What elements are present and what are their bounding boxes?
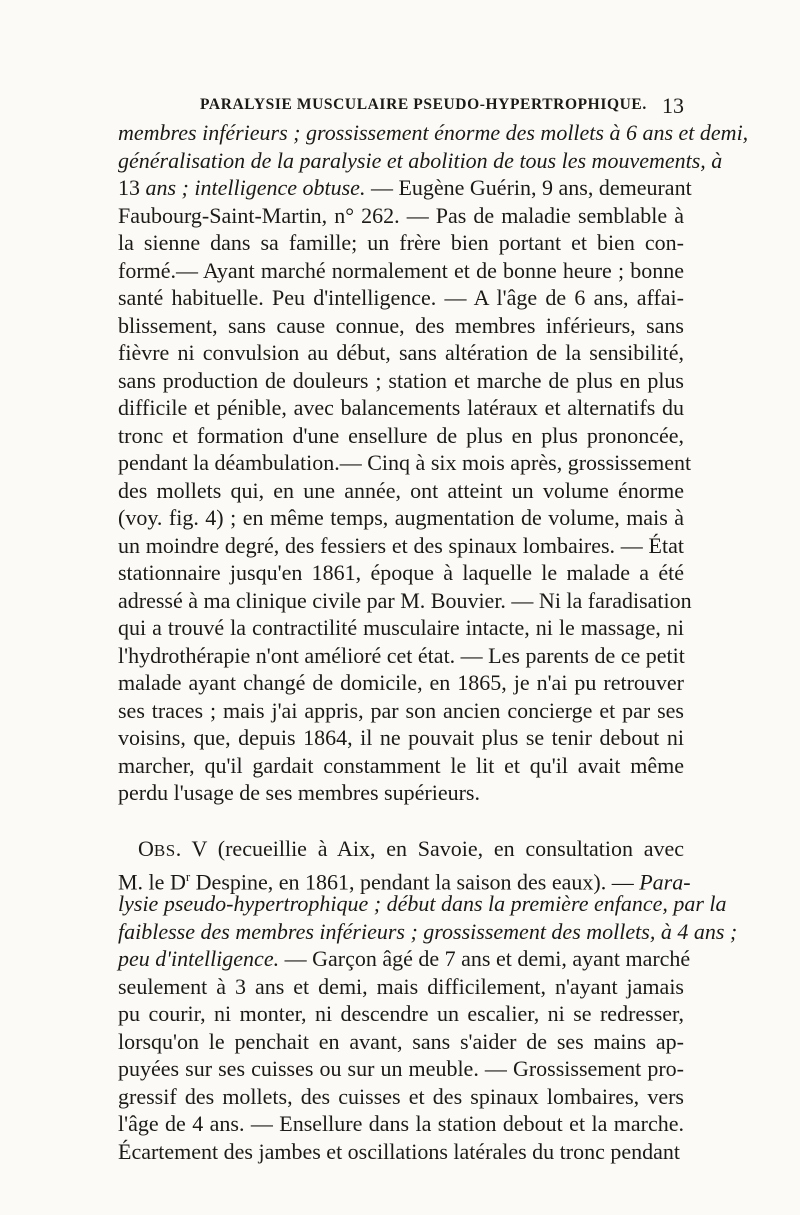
text-run: difficile et pénible, avec balancements latéraux et alternatifs du (118, 395, 684, 420)
text-line (118, 532, 684, 560)
text-run: perdu l'usage de ses membres supérieurs. (118, 780, 480, 805)
text-run: seulement à 3 ans et demi, mais difficilement, n'ayant jamais (118, 973, 684, 999)
text-line (118, 973, 684, 1001)
text-line (118, 890, 727, 918)
italic-text: ans ; intelligence obtuse. (145, 175, 366, 200)
text-run: pu courir, ni monter, ni descendre un escalier, ni se redresser, (118, 1001, 684, 1026)
text-run: des mollets qui, en une année, ont atteint un volume énorme (118, 477, 684, 503)
text-line (118, 1055, 684, 1083)
text-run: sans production de douleurs ; station et marche de plus en plus (118, 367, 684, 393)
text-line (118, 669, 684, 697)
text-line (118, 422, 684, 450)
text-run: — Garçon âgé de 7 ans et demi, ayant marché (279, 946, 691, 971)
text-run: puyées sur ses cuisses ou sur un meuble. — Grossissement pro- (118, 1056, 684, 1081)
text-line (118, 779, 684, 807)
italic-text: faiblesse des membres inférieurs ; grossissement des mollets, à 4 ans ; (118, 918, 738, 944)
small-caps-text: BS (153, 841, 176, 860)
text-run: gressif des mollets, des cuisses et des spinaux lombaires, vers (118, 1083, 684, 1109)
text-line (118, 1110, 684, 1138)
text-line (118, 119, 749, 147)
text-line (118, 945, 691, 973)
text-line (118, 477, 684, 505)
text-run: fièvre ni convulsion au début, sans altération de la sensibilité, (118, 340, 684, 365)
text-line (118, 863, 691, 894)
text-run: . V (recueillie à Aix, en Savoie, en consultation avec (175, 836, 684, 861)
text-line (118, 202, 684, 230)
text-run: santé habituelle. Peu d'intelligence. — A l'âge de 6 ans, affai- (118, 285, 684, 310)
text-run: stationnaire jusqu'en 1861, époque à laquelle le malade a été (118, 560, 684, 585)
text-run: adressé à ma clinique civile par M. Bouvier. — Ni la faradisation (118, 587, 692, 613)
text-line (118, 339, 684, 367)
text-run: ses traces ; mais j'ai appris, par son ancien concierge et par ses (118, 697, 684, 723)
text-run: voisins, que, depuis 1864, il ne pouvait plus se tenir debout ni (118, 725, 684, 750)
body-text (118, 119, 749, 1165)
text-run: — Eugène Guérin, 9 ans, demeurant (365, 175, 692, 200)
text-line (118, 1138, 684, 1166)
text-run: pendant la déambulation.— Cinq à six mois après, grossissement (118, 450, 692, 475)
text-line (118, 312, 684, 340)
text-line (118, 697, 684, 725)
text-line (118, 229, 684, 257)
paragraph-gap (118, 807, 684, 836)
text-line (118, 257, 684, 285)
text-run: marcher, qu'il gardait constamment le lit et qu'il avait même (118, 752, 684, 778)
page-number: 13 (662, 93, 684, 118)
observation-v (118, 835, 738, 1165)
text-run: formé.— Ayant marché normalement et de bonne heure ; bonne (118, 257, 684, 283)
text-line (118, 918, 738, 946)
text-line (118, 174, 692, 202)
text-line (118, 724, 684, 752)
text-line (118, 752, 684, 780)
text-run: malade ayant changé de domicile, en 1865, je n'ai pu retrouver (118, 670, 684, 695)
italic-text: peu d'intelligence. (118, 946, 280, 971)
text-line (118, 1028, 684, 1056)
text-line (118, 147, 723, 175)
text-run: l'âge de 4 ans. — Ensellure dans la station debout et la marche. (118, 1111, 684, 1136)
text-run: (voy. fig. 4) ; en même temps, augmentation de volume, mais à (118, 505, 684, 530)
text-run: l'hydrothérapie n'ont amélioré cet état. — Les parents de ce petit (118, 642, 685, 668)
italic-text: membres inférieurs ; grossissement énorme des mollets à 6 ans et demi, (118, 120, 749, 145)
italic-text: lysie pseudo-hypertrophique ; début dans la première enfance, par la (118, 891, 727, 916)
italic-text: généralisation de la paralysie et abolition de tous les mouvements, à (118, 147, 723, 173)
text-line (118, 284, 684, 312)
text-line (118, 367, 684, 395)
italic-text: Para- (639, 868, 691, 894)
text-line (118, 449, 692, 477)
text-run: M. le D (118, 868, 186, 894)
text-run: O (138, 836, 154, 861)
text-line (118, 835, 684, 863)
text-run: qui a trouvé la contractilité musculaire intacte, ni le massage, ni (118, 615, 684, 640)
text-run: Despine, en 1861, pendant la saison des eaux). — (190, 868, 640, 894)
text-run: 13 (118, 175, 146, 200)
text-line (118, 614, 684, 642)
text-run: un moindre degré, des fessiers et des spinaux lombaires. — État (118, 532, 684, 558)
text-line (118, 559, 684, 587)
text-run: blissement, sans cause connue, des membres inférieurs, sans (118, 312, 684, 338)
observation-iv-continuation (118, 119, 749, 807)
text-line (118, 504, 684, 532)
text-run: r (185, 868, 191, 884)
text-run: lorsqu'on le penchait en avant, sans s'aider de ses mains ap- (118, 1028, 684, 1054)
text-line (118, 642, 684, 670)
text-line (118, 587, 692, 615)
running-head (118, 93, 684, 117)
text-run: Faubourg-Saint-Martin, n° 262. — Pas de maladie semblable à (118, 202, 684, 228)
text-line (118, 394, 684, 422)
text-run: tronc et formation d'une ensellure de plus en plus prononcée, (118, 422, 684, 448)
running-title: PARALYSIE MUSCULAIRE PSEUDO-HYPERTROPHIQUE. (200, 96, 647, 113)
text-line (118, 1083, 684, 1111)
text-run: Écartement des jambes et oscillations latérales du tronc pendant (118, 1138, 681, 1164)
text-line (118, 1000, 684, 1028)
text-run: la sienne dans sa famille; un frère bien portant et bien con- (118, 230, 684, 255)
